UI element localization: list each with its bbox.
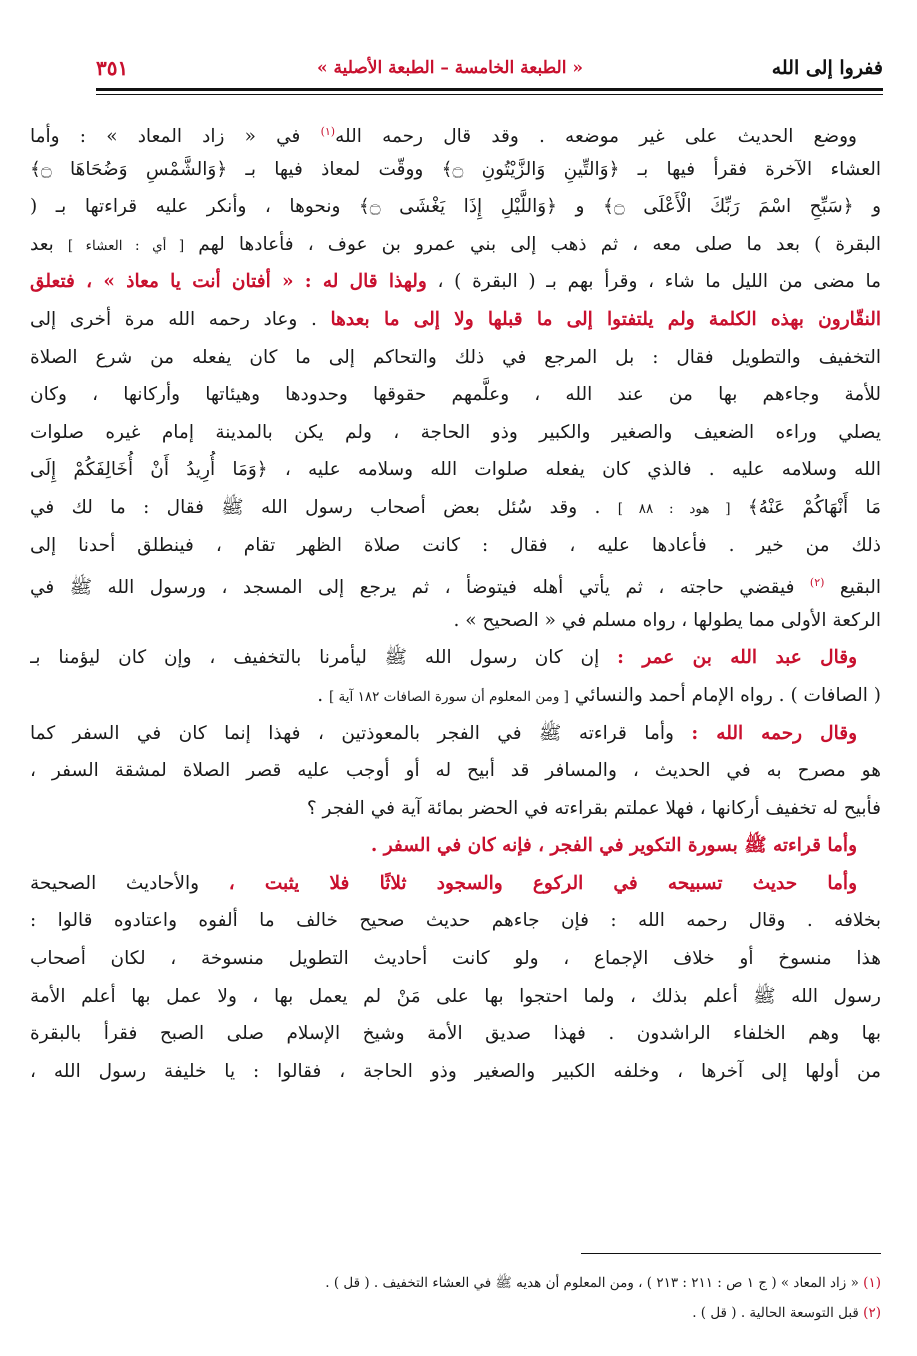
text-segment: بعد <box>30 233 68 255</box>
text-line <box>30 376 881 414</box>
text-segment: بخلافه . وقال رحمه الله : فإن جاءهم حديث صحيح خالف ما ألفوه واعتادوه قالوا : <box>30 910 881 932</box>
header-rule-thin <box>96 94 883 95</box>
text-segment: إن كان رسول الله ﷺ ليأمرنا بالتخفيف ، وإن كان ليؤمنا بـ <box>30 647 618 669</box>
text-segment: البقرة ) بعد ما صلى معه ، ثم ذهب إلى بني عمرو بن عوف ، فأعادها لهم <box>184 233 881 255</box>
text-line <box>30 715 881 753</box>
text-line <box>30 188 881 226</box>
text-segment: . <box>317 684 329 706</box>
footnote-text: قبل التوسعة الحالية . ( قل ) . <box>692 1305 859 1321</box>
text-segment: . وعاد رحمه الله مرة أخرى إلى <box>30 308 331 330</box>
text-segment: البقيع <box>824 577 881 599</box>
text-line <box>30 339 881 377</box>
highlighted-text: وأما حديث تسبيحه في الركوع والسجود ثلاثًا فلا يثبت ، <box>228 872 857 894</box>
text-segment: الله وسلامه عليه . فالذي كان يفعله صلوات الله وسلامه عليه ، ﴿وَمَا أُرِيدُ أَنْ أُخَالِفَكُمْ إِلَى <box>30 459 881 481</box>
footnote-number: (٢) <box>863 1305 881 1321</box>
footnote-ref: (١) <box>320 125 336 138</box>
text-segment: فيقضي حاجته ، ثم يأتي أهله فيتوضأ ، ثم يرجع إلى المسجد ، ورسول الله ﷺ في <box>30 577 810 599</box>
text-segment: للأمة وجاءهم بها من عند الله ، وعلَّمهم حقوقها وحدودها وهيئاتها وأركانها ، وكان <box>30 384 881 406</box>
running-header <box>96 52 883 84</box>
text-segment: في « زاد المعاد » : وأما <box>30 126 321 148</box>
text-line <box>30 564 881 602</box>
text-line <box>30 527 881 565</box>
text-line <box>30 301 881 339</box>
book-title: ففروا إلى الله <box>771 57 883 79</box>
highlighted-text: وقال عبد الله بن عمر : <box>617 647 858 669</box>
text-line <box>30 602 881 640</box>
text-line <box>30 414 881 452</box>
text-segment: والأحاديث الصحيحة <box>30 872 229 894</box>
text-segment: التخفيف والتطويل فقال : بل المرجع في ذلك والتحاكم إلى ما كان يفعله من شرع الصلاة <box>30 346 881 368</box>
page-number: ٣٥١ <box>96 56 129 80</box>
text-segment: الركعة الأولى مما يطولها ، رواه مسلم في « الصحيح » . <box>453 609 881 631</box>
text-segment: [ أي : العشاء ] <box>67 237 185 254</box>
highlighted-text: ولهذا قال له : « أفتان أنت يا معاذ » ، فتعلق <box>30 271 427 293</box>
text-line <box>30 827 881 865</box>
text-segment: ما مضى من الليل ما شاء ، وقرأ بهم بـ ( البقرة ) ، <box>426 271 881 293</box>
text-line <box>30 1053 881 1091</box>
footnote-separator <box>581 1253 881 1254</box>
text-line <box>30 752 881 790</box>
text-line <box>30 263 881 301</box>
text-line <box>30 902 881 940</box>
text-segment: من أولها إلى آخرها ، وخلفه الكبير والصغير وذو الحاجة ، فقالوا : يا خليفة رسول الله ، <box>30 1060 881 1082</box>
text-segment: ووضع الحديث على غير موضعه . وقد قال رحمه الله <box>335 126 857 148</box>
text-segment: رسول الله ﷺ أعلم بذلك ، ولما احتجوا بها على مَنْ لم يعمل بها ، ولا عمل بها أعلم الأمة <box>30 985 881 1007</box>
highlighted-text: النقّارون بهذه الكلمة ولم يلتفتوا إلى ما قبلها ولا إلى ما بعدها <box>330 308 881 330</box>
text-segment: ( الصافات ) . رواه الإمام أحمد والنسائي <box>568 684 881 706</box>
highlighted-text: وقال رحمه الله : <box>691 722 858 744</box>
text-line <box>30 790 881 828</box>
text-line <box>30 639 881 677</box>
text-segment: مَا أَنْهَاكُمْ عَنْهُ﴾ <box>730 496 881 518</box>
footnote-text: « زاد المعاد » ( ج ١ ص : ٢١١ : ٢١٣ ) ، ومن المعلوم أن هديه ﷺ في العشاء التخفيف . ( قل ) . <box>325 1275 859 1291</box>
text-line <box>30 978 881 1016</box>
main-text <box>30 113 881 1090</box>
text-line <box>30 226 881 264</box>
text-segment: ذلك من خير . فأعادها عليه ، فقال : كانت صلاة الظهر تقام ، فينطلق أحدنا إلى <box>30 534 881 556</box>
text-line <box>30 451 881 489</box>
text-line <box>30 151 881 189</box>
text-segment: فأبيح له تخفيف أركانها ، فهلا عملتم بقراءته في الحضر بمائة آية في الفجر ؟ <box>306 797 881 819</box>
footnotes <box>30 1268 881 1328</box>
text-segment: هذا منسوخ أو خلاف الإجماع ، ولو كانت أحاديث التطويل منسوخة ، لكان أصحاب <box>30 948 881 970</box>
text-segment: هو مصرح به في الحديث ، والمسافر قد أبيح له أو أوجب عليه قصر الصلاة لمشقة السفر ، <box>30 760 881 782</box>
text-line <box>30 113 881 151</box>
text-segment: و ﴿سَبِّحِ اسْمَ رَبِّكَ الْأَعْلَى ۝﴾ و ﴿وَاللَّيْلِ إِذَا يَغْشَى ۝﴾ ونحوها ، وأنكر عليه قراءتها بـ ( <box>30 196 881 218</box>
footnote <box>30 1298 881 1328</box>
text-segment: بها وهم الخلفاء الراشدون . فهذا صديق الأمة وشيخ الإسلام صلى الصبح فقرأ بالبقرة <box>30 1023 881 1045</box>
footnote-ref: (٢) <box>809 576 825 590</box>
text-line <box>30 489 881 527</box>
text-segment: العشاء الآخرة فقرأ فيها بـ ﴿وَالتِّينِ وَالزَّيْتُونِ ۝﴾ ووقّت لمعاذ فيها بـ ﴿وَالشَّمْسِ وَضُحَاهَا ۝﴾ <box>30 158 881 180</box>
footnote-number: (١) <box>863 1275 881 1291</box>
highlighted-text: وأما قراءته ﷺ بسورة التكوير في الفجر ، فإنه كان في السفر . <box>370 835 857 857</box>
text-segment: [ هود : ٨٨ ] <box>617 500 731 517</box>
text-segment: يصلي وراءه الضعيف والصغير والكبير وذو الحاجة ، ولم يكن بالمدينة إمام غيره صلوات <box>30 421 881 443</box>
footnote <box>30 1268 881 1298</box>
text-segment: [ ومن المعلوم أن سورة الصافات ١٨٢ آية ] <box>329 688 569 705</box>
text-line <box>30 677 881 715</box>
text-line <box>30 865 881 903</box>
header-rule-thick <box>96 88 883 91</box>
text-segment: . وقد سُئل بعض أصحاب رسول الله ﷺ فقال : ما لك في <box>30 496 618 518</box>
edition-label: « الطبعة الخامسة – الطبعة الأصلية » <box>316 58 583 78</box>
text-line <box>30 940 881 978</box>
text-segment: وأما قراءته ﷺ في الفجر بالمعوذتين ، فهذا إنما كان في السفر كما <box>30 722 692 744</box>
text-line <box>30 1015 881 1053</box>
